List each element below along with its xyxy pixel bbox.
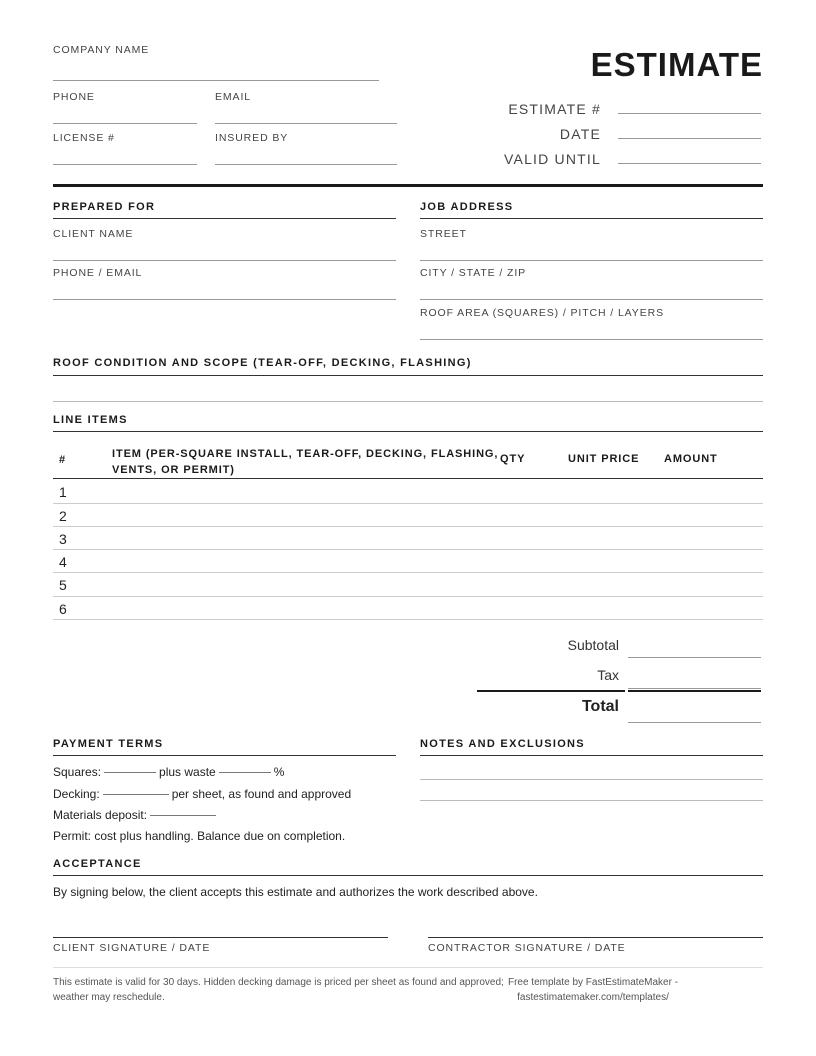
- notes-rule: [420, 755, 763, 756]
- estimate-number-field[interactable]: [618, 113, 761, 114]
- license-field[interactable]: [53, 164, 197, 165]
- email-field[interactable]: [215, 123, 397, 124]
- col-qty-header: QTY: [500, 453, 526, 465]
- waste-field[interactable]: [219, 772, 271, 773]
- street-label: STREET: [420, 228, 467, 240]
- email-label: EMAIL: [215, 91, 252, 103]
- decking-suffix: per sheet, as found and approved: [171, 787, 352, 801]
- acceptance-rule: [53, 875, 763, 876]
- table-header-rule: [53, 478, 763, 479]
- valid-until-field[interactable]: [618, 163, 761, 164]
- roof-area-field[interactable]: [420, 339, 763, 340]
- date-field[interactable]: [618, 138, 761, 139]
- street-field[interactable]: [420, 260, 763, 261]
- prepared-for-header: PREPARED FOR: [53, 201, 156, 213]
- client-signature-label: CLIENT SIGNATURE / DATE: [53, 942, 211, 954]
- notes-field-line-1[interactable]: [420, 779, 763, 780]
- decking-field[interactable]: [103, 794, 169, 795]
- footer-disclaimer-line1: This estimate is valid for 30 days. Hidden decking damage is priced per sheet as found and approved;: [53, 977, 504, 988]
- footer-credit-link[interactable]: fastestimatemaker.com/templates/: [517, 992, 669, 1003]
- deposit-line: [53, 808, 219, 822]
- notes-header: NOTES AND EXCLUSIONS: [420, 738, 585, 750]
- col-item-header: [112, 446, 498, 478]
- footer-credit: [503, 975, 683, 1005]
- permit-text: Permit: cost plus handling. Balance due on completion.: [53, 829, 346, 843]
- phone-field[interactable]: [53, 123, 197, 124]
- insured-by-field[interactable]: [215, 164, 397, 165]
- client-contact-field[interactable]: [53, 299, 396, 300]
- total-rule-left: [477, 690, 625, 692]
- total-rule-right: [628, 690, 761, 692]
- valid-until-label: VALID UNTIL: [504, 151, 601, 167]
- contractor-signature-field[interactable]: [428, 937, 763, 938]
- total-field[interactable]: [628, 722, 761, 723]
- scope-rule: [53, 375, 763, 376]
- deposit-field[interactable]: [150, 815, 216, 816]
- subtotal-label: Subtotal: [567, 637, 619, 653]
- client-signature-field[interactable]: [53, 937, 388, 938]
- contractor-signature-label: CONTRACTOR SIGNATURE / DATE: [428, 942, 626, 954]
- table-row[interactable]: 6: [59, 601, 67, 617]
- footer-rule: [53, 967, 763, 968]
- percent-label: %: [273, 765, 285, 779]
- table-row[interactable]: 4: [59, 554, 67, 570]
- client-name-field[interactable]: [53, 260, 396, 261]
- col-item-header-line2: VENTS, OR PERMIT): [112, 464, 235, 476]
- acceptance-header: ACCEPTANCE: [53, 858, 142, 870]
- company-name-field[interactable]: [53, 80, 379, 81]
- date-label: DATE: [559, 126, 601, 142]
- col-item-header-line1: ITEM (PER-SQUARE INSTALL, TEAR-OFF, DECKING, FLASHING,: [112, 448, 499, 460]
- payment-terms-header: PAYMENT TERMS: [53, 738, 164, 750]
- tax-label: Tax: [597, 667, 619, 683]
- scope-field[interactable]: [53, 401, 763, 402]
- scope-header: ROOF CONDITION AND SCOPE (TEAR-OFF, DECKING, FLASHING): [53, 357, 472, 369]
- table-row[interactable]: 2: [59, 508, 67, 524]
- row-divider: [53, 619, 763, 620]
- row-divider: [53, 572, 763, 573]
- squares-field[interactable]: [104, 772, 156, 773]
- prepared-for-rule: [53, 218, 396, 219]
- company-name-label: COMPANY NAME: [53, 44, 150, 56]
- footer-disclaimer-line2: weather may reschedule.: [53, 992, 165, 1003]
- client-name-label: CLIENT NAME: [53, 228, 134, 240]
- row-divider: [53, 526, 763, 527]
- line-items-rule: [53, 431, 763, 432]
- squares-line: [53, 765, 284, 779]
- client-contact-label: PHONE / EMAIL: [53, 267, 143, 279]
- total-label: Total: [581, 698, 619, 715]
- row-divider: [53, 596, 763, 597]
- row-divider: [53, 549, 763, 550]
- plus-waste-label: plus waste: [159, 765, 216, 779]
- insured-by-label: INSURED BY: [215, 132, 289, 144]
- header-divider: [53, 184, 763, 187]
- line-items-header: LINE ITEMS: [53, 414, 128, 426]
- roof-area-label: ROOF AREA (SQUARES) / PITCH / LAYERS: [420, 307, 664, 319]
- job-address-rule: [420, 218, 763, 219]
- footer-credit-line1: Free template by FastEstimateMaker -: [507, 977, 679, 988]
- decking-label: Decking:: [53, 787, 100, 801]
- footer-disclaimer: [53, 975, 513, 1005]
- city-state-zip-label: CITY / STATE / ZIP: [420, 267, 527, 279]
- tax-field[interactable]: [628, 688, 761, 689]
- acceptance-text: By signing below, the client accepts this estimate and authorizes the work described above.: [53, 885, 538, 899]
- row-divider: [53, 503, 763, 504]
- city-state-zip-field[interactable]: [420, 299, 763, 300]
- notes-field-line-2[interactable]: [420, 800, 763, 801]
- license-label: LICENSE #: [53, 132, 115, 144]
- col-amount-header: AMOUNT: [664, 453, 718, 465]
- payment-terms-rule: [53, 755, 396, 756]
- table-row[interactable]: 5: [59, 577, 67, 593]
- subtotal-field[interactable]: [628, 657, 761, 658]
- table-row[interactable]: 3: [59, 531, 67, 547]
- page-title: ESTIMATE: [590, 46, 763, 83]
- phone-label: PHONE: [53, 91, 95, 103]
- estimate-number-label: ESTIMATE #: [508, 101, 601, 117]
- table-row[interactable]: 1: [59, 484, 67, 500]
- squares-label: Squares:: [53, 765, 102, 779]
- col-number-header: #: [59, 454, 67, 466]
- col-unit-price-header: UNIT PRICE: [568, 453, 640, 465]
- decking-line: [53, 787, 351, 801]
- deposit-label: Materials deposit:: [53, 808, 148, 822]
- job-address-header: JOB ADDRESS: [420, 201, 514, 213]
